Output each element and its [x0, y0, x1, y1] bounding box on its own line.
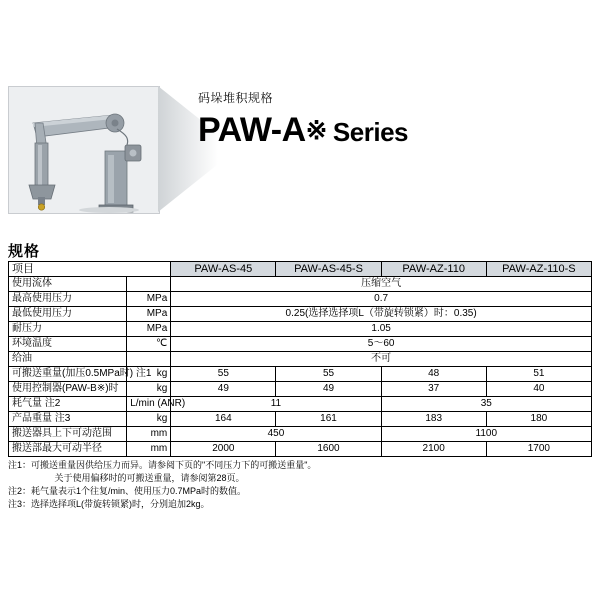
- column-header-model-0: PAW-AS-45: [171, 262, 276, 277]
- paw-a-arm-photo-illustration: [9, 87, 159, 213]
- row-6-value-1: 55: [276, 367, 381, 382]
- row-unit-5: [127, 352, 171, 367]
- table-header-row: [9, 262, 592, 277]
- row-label-11: 搬送部最大可动半径: [9, 442, 127, 457]
- note-1-continued: 关于使用偏移时的可搬送重量，请参阅第28页。: [34, 473, 245, 483]
- table-row: [9, 442, 592, 457]
- row-label-3: 耐压力: [9, 322, 127, 337]
- table-row: [9, 277, 592, 292]
- row-4-value-0: 5～60: [171, 337, 592, 352]
- row-6-value-3: 51: [486, 367, 591, 382]
- row-6-value-0: 55: [171, 367, 276, 382]
- row-label-8: 耗气量 注2: [9, 397, 127, 412]
- row-label-7: 使用控制器(PAW-B※)时: [9, 382, 127, 397]
- table-row: [9, 367, 592, 382]
- row-unit-11: mm: [127, 442, 171, 457]
- row-unit-3: MPa: [127, 322, 171, 337]
- note-3: 注3：选择选择项L(带旋转锁紧)时，分别追加2kg。: [8, 499, 210, 509]
- table-row: [9, 322, 592, 337]
- row-11-value-0: 2000: [171, 442, 276, 457]
- table-row: [9, 337, 592, 352]
- row-label-5: 给油: [9, 352, 127, 367]
- note-1: 注1：可搬送重量因供给压力而异。请参阅下页的"不同压力下的可搬送重量"。: [8, 460, 317, 470]
- title-main-text: PAW-A: [198, 111, 306, 149]
- table-row: [9, 427, 592, 442]
- row-11-value-3: 1700: [486, 442, 591, 457]
- row-unit-9: kg: [127, 412, 171, 427]
- row-11-value-2: 2100: [381, 442, 486, 457]
- row-8-value-0: 11: [171, 397, 381, 412]
- row-label-2: 最低使用压力: [9, 307, 127, 322]
- row-label-0: 使用流体: [9, 277, 127, 292]
- row-unit-6: kg: [127, 367, 171, 382]
- table-row: [9, 292, 592, 307]
- row-label-9: 产品重量 注3: [9, 412, 127, 427]
- column-header-model-1: PAW-AS-45-S: [276, 262, 381, 277]
- row-unit-10: mm: [127, 427, 171, 442]
- row-unit-2: MPa: [127, 307, 171, 322]
- row-label-6: 可搬送重量(加压0.5MPa时) 注1: [9, 367, 127, 382]
- product-photo: [8, 86, 160, 214]
- row-label-10: 搬送器具上下可动范围: [9, 427, 127, 442]
- row-8-value-1: 35: [381, 397, 591, 412]
- row-3-value-0: 1.05: [171, 322, 592, 337]
- spec-table-head: [9, 262, 592, 277]
- title-mark-glyph: ※: [305, 115, 327, 145]
- row-unit-8: L/min (ANR): [127, 397, 171, 412]
- spec-table-wrap: [8, 261, 592, 457]
- row-9-value-1: 161: [276, 412, 381, 427]
- row-2-value-0: 0.25(选择选择项L（带旋转锁紧）时：0.35): [171, 307, 592, 322]
- page-title: [198, 110, 588, 152]
- column-header-model-2: PAW-AZ-110: [381, 262, 486, 277]
- title-kicker: 码垛堆积规格: [198, 91, 274, 105]
- row-7-value-1: 49: [276, 382, 381, 397]
- row-unit-0: [127, 277, 171, 292]
- title-series-text: Series: [332, 117, 408, 147]
- table-row: [9, 382, 592, 397]
- column-header-item: 项目: [9, 262, 171, 277]
- spec-heading: 规格: [8, 243, 41, 260]
- row-1-value-0: 0.7: [171, 292, 592, 307]
- row-11-value-1: 1600: [276, 442, 381, 457]
- table-row: [9, 307, 592, 322]
- title-block: [198, 90, 588, 152]
- row-6-value-2: 48: [381, 367, 486, 382]
- table-row: [9, 412, 592, 427]
- row-label-1: 最高使用压力: [9, 292, 127, 307]
- spec-table: [8, 261, 592, 457]
- table-row: [9, 397, 592, 412]
- column-header-model-3: PAW-AZ-110-S: [486, 262, 591, 277]
- row-9-value-3: 180: [486, 412, 591, 427]
- row-9-value-2: 183: [381, 412, 486, 427]
- row-7-value-2: 37: [381, 382, 486, 397]
- row-10-value-0: 450: [171, 427, 381, 442]
- header-band: [0, 0, 600, 150]
- row-unit-4: ℃: [127, 337, 171, 352]
- row-unit-1: MPa: [127, 292, 171, 307]
- note-2: 注2：耗气量表示1个往复/min、使用压力0.7MPa时的数值。: [8, 486, 247, 496]
- row-9-value-0: 164: [171, 412, 276, 427]
- notes-block: [8, 459, 592, 511]
- row-7-value-3: 40: [486, 382, 591, 397]
- row-label-4: 环境温度: [9, 337, 127, 352]
- table-row: [9, 352, 592, 367]
- row-5-value-0: 不可: [171, 352, 592, 367]
- row-7-value-0: 49: [171, 382, 276, 397]
- row-0-value-0: 压缩空气: [171, 277, 592, 292]
- spec-table-body: [9, 277, 592, 457]
- row-unit-7: kg: [127, 382, 171, 397]
- row-10-value-1: 1100: [381, 427, 591, 442]
